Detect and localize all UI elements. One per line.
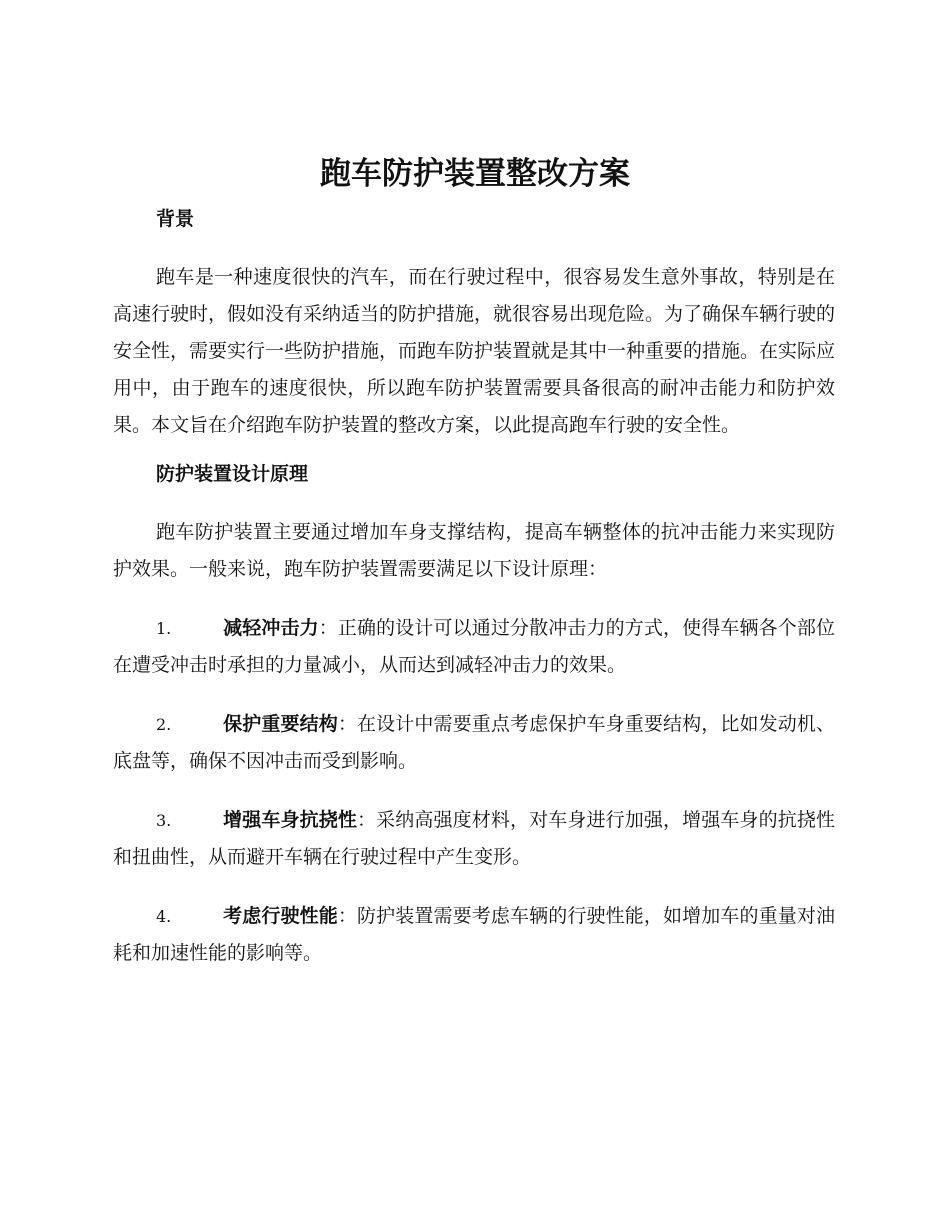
list-item-number: 3. [156, 811, 172, 830]
list-item-term: 考虑行驶性能 [223, 905, 338, 927]
list-item-text: ：在设计中需要重点考虑保护车身重要结构，比如发动机、底盘等，确保不因冲击而受到影响。 [113, 713, 835, 772]
section-design-principles [113, 458, 835, 972]
list-item-number: 1. [156, 619, 172, 638]
list-item-text: ：采纳高强度材料，对车身进行加强，增强车身的抗挠性和扭曲性，从而避开车辆在行驶过程中产生变形。 [113, 809, 835, 868]
paragraph: 跑车防护装置主要通过增加车身支撑结构，提高车辆整体的抗冲击能力来实现防护效果。一般来说，跑车防护装置需要满足以下设计原理： [113, 521, 835, 580]
document-title: 跑车防护装置整改方案 [320, 156, 630, 192]
section-background [113, 203, 835, 444]
list-item-text: ：防护装置需要考虑车辆的行驶性能，如增加车的重量对油耗和加速性能的影响等。 [113, 905, 835, 964]
list-item-number: 2. [156, 715, 172, 734]
list-item [113, 802, 835, 876]
list-item-text: ：正确的设计可以通过分散冲击力的方式，使得车辆各个部位在遭受冲击时承担的力量减小，从而达到减轻冲击力的效果。 [113, 617, 835, 676]
list-item-term: 增强车身抗挠性 [223, 809, 357, 831]
list-item-term: 减轻冲击力 [223, 617, 319, 639]
document-body [113, 203, 835, 972]
list-item [113, 610, 835, 684]
list-item [113, 706, 835, 780]
section-heading: 防护装置设计原理 [156, 463, 309, 485]
list-item-number: 4. [156, 907, 172, 926]
list-item [113, 898, 835, 972]
section-heading: 背景 [156, 208, 195, 230]
paragraph: 跑车是一种速度很快的汽车，而在行驶过程中，很容易发生意外事故，特别是在高速行驶时，假如没有采纳适当的防护措施，就很容易出现危险。为了确保车辆行驶的安全性，需要实行一些防护措施，而跑车防护装置就是其中一种重要的措施。在实际应用中，由于跑车的速度很快，所以跑车防护装置需要具备很高的耐冲击能力和防护效果。本文旨在介绍跑车防护装置的整改方案，以此提高跑车行驶的安全性。 [113, 266, 836, 436]
list-item-term: 保护重要结构 [223, 713, 338, 735]
